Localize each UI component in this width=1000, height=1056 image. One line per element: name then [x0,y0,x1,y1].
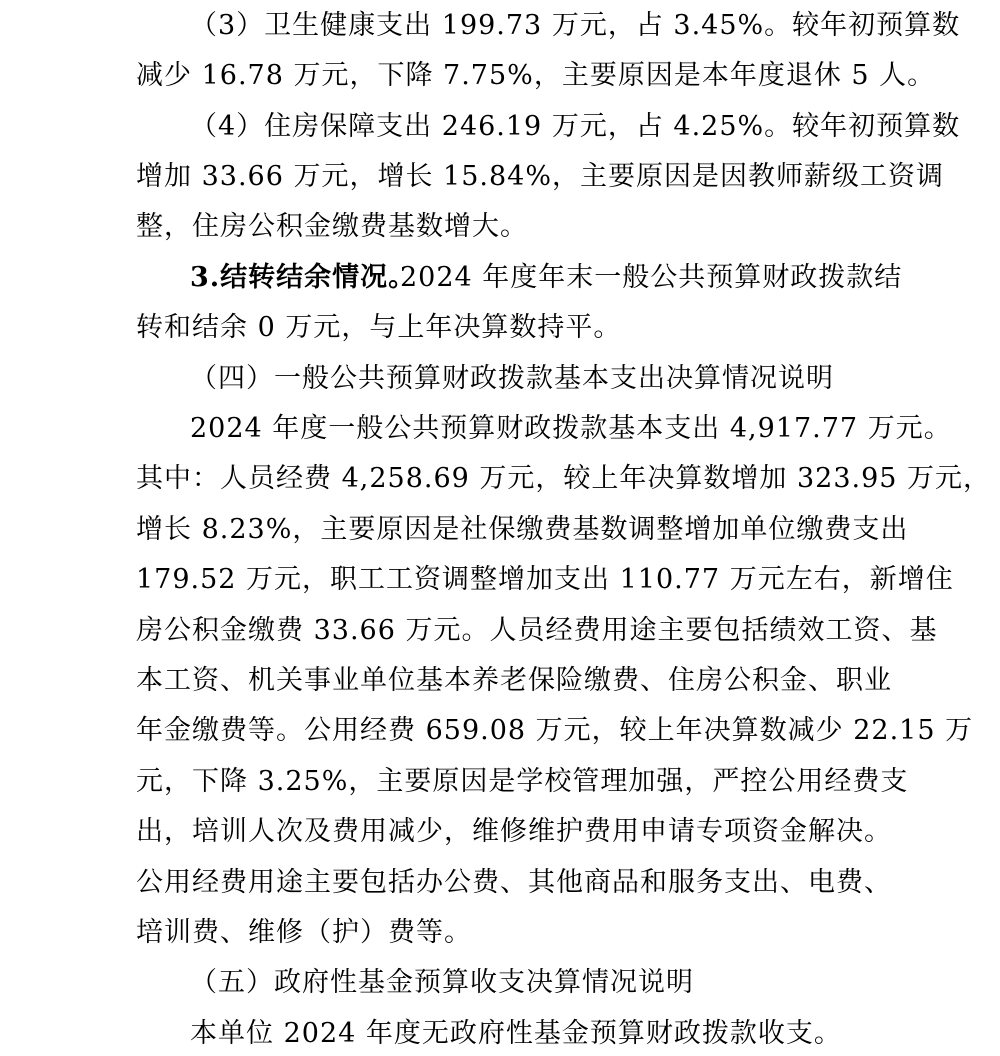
paragraph-line: 179.52 万元，职工工资调整增加支出 110.77 万元左右，新增住 [136,564,954,595]
section-heading-government-fund: （五）政府性基金预算收支决算情况说明 [190,967,694,998]
paragraph-line: 年金缴费等。公用经费 659.08 万元，较上年决算数减少 22.15 万 [136,715,974,746]
paragraph-line: 增长 8.23%，主要原因是社保缴费基数调整增加单位缴费支出 [136,514,909,545]
paragraph-line: （3）卫生健康支出 199.73 万元，占 3.45%。较年初预算数 [190,10,961,41]
paragraph-line: 转和结余 0 万元，与上年决算数持平。 [136,312,622,343]
paragraph-line: 公用经费用途主要包括办公费、其他商品和服务支出、电费、 [136,867,892,898]
paragraph-line: 房公积金缴费 33.66 万元。人员经费用途主要包括绩效工资、基 [136,615,938,646]
paragraph-line: 2024 年度一般公共预算财政拨款基本支出 4,917.77 万元。 [190,413,952,444]
paragraph-line: 本单位 2024 年度无政府性基金预算财政拨款收支。 [190,1018,842,1049]
paragraph-line: 整，住房公积金缴费基数增大。 [136,211,528,242]
paragraph-line: 出，培训人次及费用减少，维修维护费用申请专项资金解决。 [136,816,892,847]
paragraph-line: 培训费、维修（护）费等。 [136,917,472,948]
section-heading-basic-expenditure: （四）一般公共预算财政拨款基本支出决算情况说明 [190,363,834,394]
paragraph-line: （4）住房保障支出 246.19 万元，占 4.25%。较年初预算数 [190,111,961,142]
paragraph-line: 2024 年度年末一般公共预算财政拨款结 [400,262,903,293]
paragraph-line: 其中：人员经费 4,258.69 万元，较上年决算数增加 323.95 万元， [136,463,992,494]
paragraph-line: 本工资、机关事业单位基本养老保险缴费、住房公积金、职业 [136,665,892,696]
section-heading-carryover: 3.结转结余情况。 [190,262,417,293]
paragraph-line: 增加 33.66 万元，增长 15.84%，主要原因是因教师薪级工资调 [136,161,944,192]
paragraph-line: 减少 16.78 万元，下降 7.75%，主要原因是本年度退休 5 人。 [136,60,936,91]
paragraph-line: 元，下降 3.25%，主要原因是学校管理加强，严控公用经费支 [136,766,909,797]
